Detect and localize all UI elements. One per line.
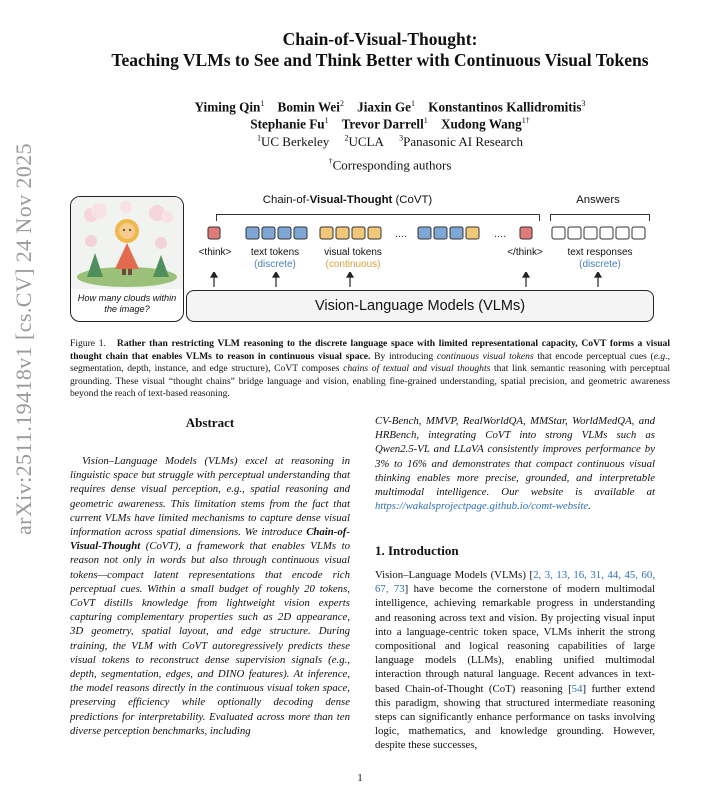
answer-token-group [552,227,645,239]
figure-caption: Figure 1. Rather than restricting VLM reasoning to the discrete language space with limited representational capacity, CoVT forms a visual thought chain that enables VLMs to reason in continuous visual space. By introducing continuous visual tokens that encode perceptual cues (e.g., segmentation, depth, instance, and edge structure), CoVT composes chains of textual and visual thoughts that link semantic reasoning with perceptual grounding. These visual “thought chains” bridge language and vision, enabling fine-grained understanding, spatial precision, and geometric awareness beyond the reach of text-based reasoning. [70,338,671,400]
think-open-token [208,227,220,239]
token-sequence [200,224,660,242]
citation-link[interactable]: 2, 3, 13, 16, 31, 44, 45, 60, 67, 73 [375,569,655,596]
think-open-label: <think> [198,247,232,258]
visual-token-group [320,227,381,239]
think-close-label: </think> [507,247,543,258]
project-website-link[interactable]: https://wakalsprojectpage.github.io/comt-website [375,500,589,513]
abstract-heading: Abstract [185,415,235,430]
visual-tokens-label: visual tokens (continuous) [324,247,382,270]
figure-1 [70,190,670,330]
text-tokens-label: text tokens (discrete) [250,247,300,270]
affiliations: $^1$UC Berkeley $^2$UCLA $^3$Panasonic AI Research [257,134,523,150]
arrows-up [200,272,660,288]
page-number: 1 [357,772,363,784]
text-token-group [246,227,307,239]
answers-label: Answers [576,194,620,206]
input-image-card [70,196,184,322]
arxiv-stamp: arXiv:2511.19418v1 [cs.CV] 24 Nov 2025 [11,142,36,535]
text-token-group-2 [418,227,479,239]
vlm-box: Vision-Language Models (VLMs) [186,290,654,322]
abstract-text: Vision–Language Models (VLMs) excel at reasoning in linguistic space but struggle with perceptual understanding that requires dense visual perception, e.g., spatial reasoning and geometric awareness. This limitation stems from the fact that current VLMs have limited mechanisms to capture dense visual information across spatial dimensions. We introduce Chain-of-Visual-Thought (CoVT), a framework that enables VLMs to reason not only in words but also through continuous visual tokens—compact latent representations that encode rich perceptual cues. Within a small budget of roughly 20 tokens, CoVT distills knowledge from lightweight vision experts capturing complementary properties such as 2D appearance, 3D geometry, spatial layout, and edge structure. During training, the VLM with CoVT autoregressively predicts these visual tokens to reconstruct dense supervision signals (e.g., depth, segmentation, edges, and DINO features). At inference, the model reasons directly in the continuous visual token space, preserving efficiency while optionally decoding dense predictions for interpretability. Evaluated across more than ten diverse perception benchmarks, including [70,455,350,737]
introduction-text: Vision–Language Models (VLMs) [2, 3, 13, 16, 31, 44, 45, 60, 67, 73] have become the cornerstone of modern multimodal intelligence, achieving remarkable progress in understanding and reasoning across text and vision. By projecting visual input into a language-centric token space, VLMs inherit the strong compositional and logical reasoning capabilities of large language models (LLMs), enabling unified multimodal interaction through natural language. Recent advances in text-based Chain-of-Thought (CoT) reasoning [54] further extend this paradigm, showing that structured intermediate reasoning steps can significantly enhance performance on tasks involving logic, mathematics, and knowledge grounding. However, despite these successes, [375,569,655,752]
covt-label: Chain-of-Visual-Thought (CoVT) [262,194,433,206]
toy-scene-illustration [71,197,183,289]
abstract-continued: CV-Bench, MMVP, RealWorldQA, MMStar, WorldMedQA, and HRBench, integrating CoVT into strong VLMs such as Qwen2.5-VL and LLaVA consistently improves performance by 3% to 16% and demonstrates that compact continuous visual thinking enables more precise, grounded, and interpretable multimodal intelligence. Our website is available at https://wakalsprojectpage.github.io/comt-website. [375,415,655,513]
citation-link[interactable]: 54 [571,682,583,695]
corresponding-authors: †Corresponding authors [328,157,452,173]
answers-bracket [550,214,650,221]
think-close-token [520,227,532,239]
authors-line-2: Stephanie Fu$^1$ Trevor Darrell$^1$ Xudong Wang$^{1\dagger}$ [250,116,530,132]
introduction-heading: 1. Introduction [375,543,459,558]
authors-line-1: Yiming Qin$^1$ Bomin Wei$^2$ Jiaxin Ge$^1$ Konstantinos Kallidromitis$^3$ [194,99,586,115]
title-line-2: Teaching VLMs to See and Think Better with Continuous Visual Tokens [111,50,649,70]
covt-bracket [216,214,540,221]
ellipsis-2: .... [494,228,507,240]
title-line-1: Chain-of-Visual-Thought: [282,29,478,49]
image-question: How many clouds within the image? [77,293,177,314]
ellipsis-1: .... [395,228,408,240]
text-responses-label: text responses (discrete) [567,247,633,270]
